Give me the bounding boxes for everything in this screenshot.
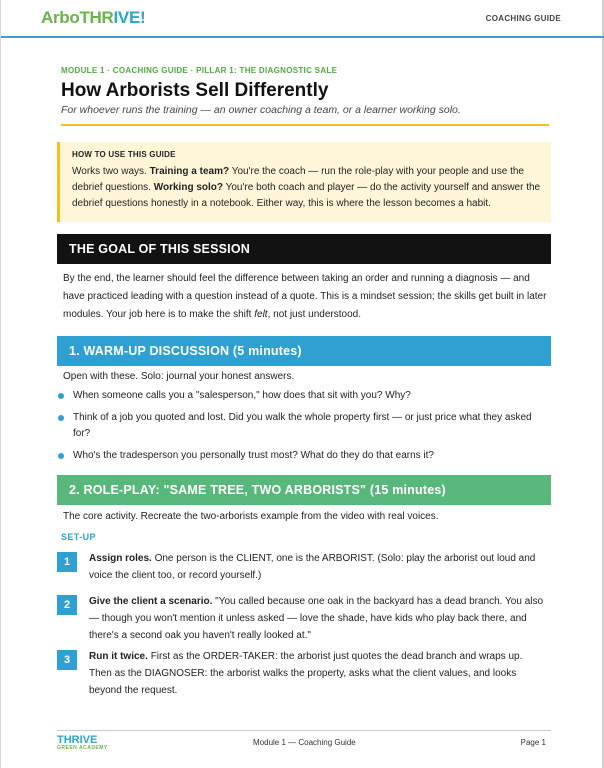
how-to-team-question: Training a team? xyxy=(149,166,230,177)
warmup-question-list xyxy=(57,388,547,470)
list-item xyxy=(57,388,547,404)
how-to-solo-question: Working solo? xyxy=(153,182,223,193)
step-lead: Assign roles. xyxy=(89,553,152,564)
how-to-team-text: You're the coach — run the role-play with your people and use the debrief questions. xyxy=(72,166,524,193)
footer-logo-subtext: GREEN ACADEMY xyxy=(57,745,108,751)
footer-logo-text: THRIVE xyxy=(57,734,98,746)
page-title: How Arborists Sell Differently xyxy=(61,80,329,101)
how-to-callout xyxy=(57,142,551,222)
header-guide-label: COACHING GUIDE xyxy=(485,14,561,23)
roleplay-intro: The core activity. Recreate the two-arborists example from the video with real voices. xyxy=(63,511,439,522)
warmup-intro: Open with these. Solo: journal your honest answers. xyxy=(63,371,295,382)
step-number: 1 xyxy=(57,552,77,572)
list-item-text: Think of a job you quoted and lost. Did you walk the whole property first — or just price what they asked for? xyxy=(73,412,532,439)
goal-section-heading: THE GOAL OF THIS SESSION xyxy=(57,234,551,264)
how-to-solo-text: You're both coach and player — do the activity yourself and answer the debrief questions honestly in a notebook. Either way, this is where the lesson becomes a habit. xyxy=(72,182,541,209)
breadcrumb: MODULE 1 · COACHING GUIDE · PILLAR 1: THE DIAGNOSTIC SALE xyxy=(61,66,338,75)
step-body: First as the ORDER-TAKER: the arborist just quotes the dead branch and wraps up. Then as the DIAGNOSER: the arborist walks the property, asks what the client values, and looks beyond the request. xyxy=(89,651,523,696)
footer-logo xyxy=(57,734,108,751)
goal-text xyxy=(63,270,547,324)
how-to-text xyxy=(72,164,541,212)
step-number: 3 xyxy=(57,650,77,670)
footer-title: Module 1 — Coaching Guide xyxy=(253,738,356,747)
roleplay-section-heading: 2. ROLE-PLAY: "SAME TREE, TWO ARBORISTS" (15 minutes) xyxy=(57,475,551,505)
bullet-icon xyxy=(58,393,64,399)
step-lead: Run it twice. xyxy=(89,651,148,662)
header-divider xyxy=(1,36,604,38)
step-number: 2 xyxy=(57,595,77,615)
page-subtitle: For whoever runs the training — an owner coaching a team, or a learner working solo. xyxy=(61,104,461,116)
page-number: Page 1 xyxy=(520,738,546,747)
list-item-text: When someone calls you a "salesperson," how does that sit with you? Why? xyxy=(73,390,411,401)
logo-text-2: IVE! xyxy=(113,8,146,27)
how-to-heading: HOW TO USE THIS GUIDE xyxy=(72,150,176,159)
step-text xyxy=(89,593,547,644)
step-text xyxy=(89,648,547,699)
setup-label: SET-UP xyxy=(61,532,96,542)
how-to-lead: Works two ways. xyxy=(72,166,147,177)
page-header xyxy=(41,8,561,36)
bullet-icon xyxy=(58,453,64,459)
footer-divider xyxy=(57,730,551,731)
warmup-section-heading: 1. WARM-UP DISCUSSION (5 minutes) xyxy=(57,336,551,366)
bullet-icon xyxy=(58,415,64,421)
goal-text-emphasis: felt xyxy=(254,309,268,320)
step-body: One person is the CLIENT, one is the ARBORIST. (Solo: play the arborist out loud and voice the client too, or record yourself.) xyxy=(89,553,536,581)
step-lead: Give the client a scenario. xyxy=(89,596,213,607)
list-item xyxy=(57,448,547,464)
logo-text-1: ArboTHR xyxy=(41,8,114,27)
step-text xyxy=(89,550,547,584)
title-divider xyxy=(61,124,549,126)
goal-text-end: , not just understood. xyxy=(267,309,361,320)
brand-logo xyxy=(41,8,145,28)
list-item-text: Who's the tradesperson you personally trust most? What do they do that earns it? xyxy=(73,450,434,461)
goal-text-main: By the end, the learner should feel the difference between taking an order and running a diagnosis — and have practiced leading with a question instead of a quote. This is a mindset session; the skills get built in later modules. Your job here is to make the shift xyxy=(63,273,547,320)
step-body: "You called because one oak in the backyard has a dead branch. You also — though you won't mention it unless asked — love the shade, have kids who play back there, and there's a second oak you haven't really looked at." xyxy=(89,596,544,641)
list-item xyxy=(57,410,547,442)
